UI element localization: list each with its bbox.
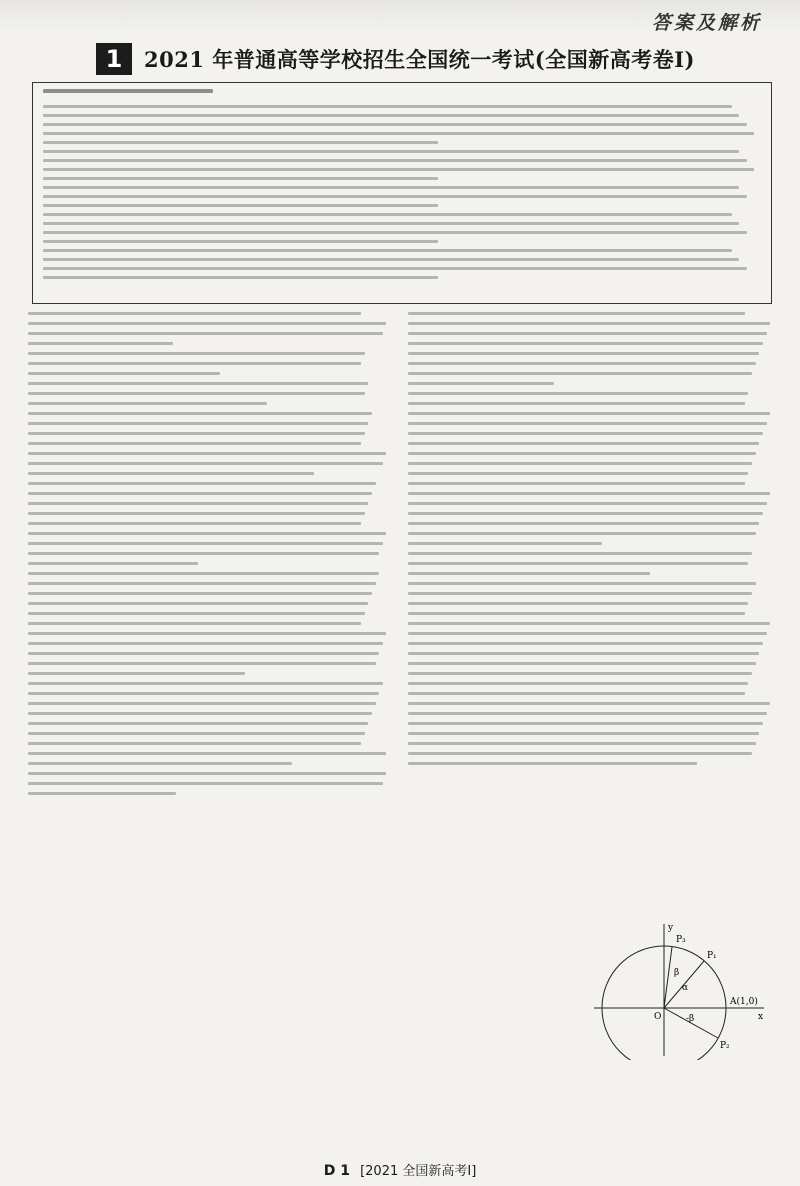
illegible-text-line — [28, 752, 386, 755]
illegible-text-line — [28, 352, 365, 355]
illegible-text-line — [28, 472, 314, 475]
illegible-text-line — [408, 352, 759, 355]
illegible-text-line — [43, 132, 754, 135]
illegible-text-line — [28, 512, 365, 515]
illegible-text-line — [408, 662, 756, 665]
illegible-text-line — [28, 592, 372, 595]
illegible-text-line — [43, 204, 438, 207]
illegible-text-line — [43, 168, 754, 171]
illegible-text-line — [28, 642, 383, 645]
illegible-text-line — [28, 332, 383, 335]
illegible-text-line — [28, 342, 173, 345]
illegible-text-line — [28, 572, 379, 575]
illegible-text-line — [408, 682, 748, 685]
illegible-text-line — [28, 522, 361, 525]
illegible-text-line — [408, 502, 767, 505]
illegible-text-line — [43, 105, 732, 108]
illegible-text-line — [408, 332, 767, 335]
illegible-text-line — [408, 562, 748, 565]
illegible-text-line — [43, 267, 747, 270]
illegible-text-line — [28, 532, 386, 535]
illegible-text-block — [408, 312, 774, 385]
label-p2: P₂ — [720, 1041, 730, 1051]
illegible-text-line — [408, 522, 759, 525]
illegible-text-line — [408, 412, 770, 415]
illegible-text-line — [408, 692, 745, 695]
illegible-text-line — [28, 382, 368, 385]
label-a: A(1,0) — [730, 997, 758, 1007]
illegible-text-line — [43, 114, 739, 117]
illegible-text-line — [408, 512, 763, 515]
illegible-text-line — [408, 462, 752, 465]
illegible-text-line — [28, 772, 386, 775]
illegible-text-line — [408, 622, 770, 625]
illegible-text-line — [28, 602, 368, 605]
page-source: [2021 全国新高考Ⅰ] — [360, 1164, 477, 1179]
illegible-text-line — [28, 482, 376, 485]
illegible-text-line — [408, 712, 767, 715]
illegible-text-line — [28, 372, 220, 375]
illegible-text-line — [408, 762, 697, 765]
illegible-text-line — [28, 582, 376, 585]
label-p3: P₃ — [676, 935, 686, 945]
illegible-text-line — [408, 732, 759, 735]
illegible-text-line — [28, 712, 372, 715]
illegible-text-line — [408, 482, 745, 485]
illegible-text-line — [28, 632, 386, 635]
illegible-text-block — [408, 392, 774, 545]
illegible-text-line — [28, 722, 368, 725]
illegible-text-line — [28, 692, 379, 695]
illegible-text-line — [28, 682, 383, 685]
illegible-text-line — [28, 322, 386, 325]
illegible-text-line — [408, 552, 752, 555]
illegible-text-line — [43, 123, 747, 126]
illegible-text-block — [28, 382, 390, 405]
illegible-text-line — [408, 632, 767, 635]
teacher-comment-box — [32, 82, 772, 304]
illegible-text-line — [28, 502, 368, 505]
illegible-text-line — [408, 322, 770, 325]
illegible-text-line — [28, 422, 368, 425]
illegible-text-line — [408, 402, 745, 405]
illegible-text-line — [408, 652, 759, 655]
illegible-text-line — [43, 186, 739, 189]
illegible-text-line — [28, 742, 361, 745]
illegible-text-line — [408, 442, 759, 445]
illegible-text-line — [408, 642, 763, 645]
label-beta: β — [674, 968, 680, 978]
answer-column-right — [408, 312, 774, 772]
illegible-text-block — [28, 572, 390, 675]
illegible-text-block — [28, 312, 390, 345]
label-y: y — [668, 923, 674, 933]
illegible-text-line — [408, 432, 763, 435]
illegible-text-line — [43, 222, 739, 225]
illegible-text-line — [28, 652, 379, 655]
illegible-text-line — [408, 752, 752, 755]
illegible-text-line — [408, 532, 756, 535]
illegible-text-line — [28, 442, 361, 445]
section-label: 答案及解析 — [651, 12, 762, 34]
illegible-text-line — [28, 362, 361, 365]
page-footer — [0, 1160, 800, 1180]
illegible-text-line — [28, 732, 365, 735]
illegible-text-block — [28, 482, 390, 565]
illegible-text-line — [28, 702, 376, 705]
comment-header — [43, 89, 761, 105]
label-p1: P₁ — [707, 951, 717, 961]
illegible-text-line — [408, 612, 745, 615]
illegible-text-block — [28, 682, 390, 765]
illegible-text-block — [28, 352, 390, 375]
illegible-text-line — [408, 312, 745, 315]
illegible-text-line — [408, 572, 650, 575]
illegible-text-line — [28, 492, 372, 495]
illegible-text-line — [408, 672, 752, 675]
illegible-text-line — [408, 382, 554, 385]
illegible-text-block — [408, 552, 774, 575]
answer-column-left — [28, 312, 390, 802]
illegible-text-line — [28, 782, 383, 785]
illegible-text-block — [28, 772, 390, 795]
illegible-text-line — [43, 159, 747, 162]
illegible-text-line — [408, 722, 763, 725]
illegible-text-line — [408, 422, 767, 425]
illegible-text-line — [28, 412, 372, 415]
illegible-text-line — [408, 742, 756, 745]
illegible-text-line — [408, 452, 756, 455]
illegible-text-line — [408, 392, 748, 395]
illegible-text-line — [43, 240, 438, 243]
illegible-text-line — [408, 362, 756, 365]
illegible-text-line — [43, 195, 747, 198]
illegible-text-line — [43, 276, 438, 279]
illegible-text-line — [408, 342, 763, 345]
illegible-text-line — [43, 177, 438, 180]
illegible-text-line — [43, 258, 739, 261]
illegible-text-line — [43, 213, 732, 216]
illegible-text-line — [408, 542, 602, 545]
illegible-text-line — [28, 662, 376, 665]
illegible-text-line — [43, 141, 438, 144]
illegible-text-line — [408, 472, 748, 475]
unit-circle-diagram — [586, 920, 772, 1060]
illegible-text-line — [28, 432, 365, 435]
illegible-text-line — [43, 249, 732, 252]
label-origin: O — [654, 1012, 662, 1022]
illegible-text-line — [28, 392, 365, 395]
illegible-text-line — [28, 612, 365, 615]
illegible-text-line — [43, 231, 747, 234]
label-neg-beta: -β — [686, 1014, 695, 1024]
illegible-text-block — [28, 412, 390, 475]
illegible-text-line — [408, 602, 748, 605]
exam-title: 2021 年普通高等学校招生全国统一考试(全国新高考卷Ⅰ) — [144, 47, 695, 72]
comment-body — [43, 105, 761, 279]
label-alpha: α — [682, 983, 689, 993]
illegible-text-line — [43, 150, 739, 153]
illegible-text-line — [28, 672, 245, 675]
illegible-text-line — [408, 592, 752, 595]
illegible-text-line — [28, 762, 292, 765]
page-title — [96, 42, 776, 76]
illegible-text-block — [408, 582, 774, 765]
chapter-number-badge: 1 — [96, 43, 132, 75]
illegible-text-line — [28, 542, 383, 545]
illegible-text-line — [408, 492, 770, 495]
illegible-text-line — [28, 562, 198, 565]
illegible-text-line — [408, 702, 770, 705]
page-number: D 1 — [323, 1163, 350, 1179]
ray-op3 — [664, 947, 672, 1008]
illegible-text-line — [28, 402, 267, 405]
illegible-text-line — [408, 372, 752, 375]
illegible-text-line — [28, 552, 379, 555]
illegible-text-line — [28, 622, 361, 625]
illegible-text-line — [28, 312, 361, 315]
illegible-text-line — [408, 582, 756, 585]
illegible-text-line — [28, 462, 383, 465]
illegible-text-line — [28, 792, 176, 795]
label-x: x — [758, 1012, 764, 1022]
illegible-text-line — [28, 452, 386, 455]
